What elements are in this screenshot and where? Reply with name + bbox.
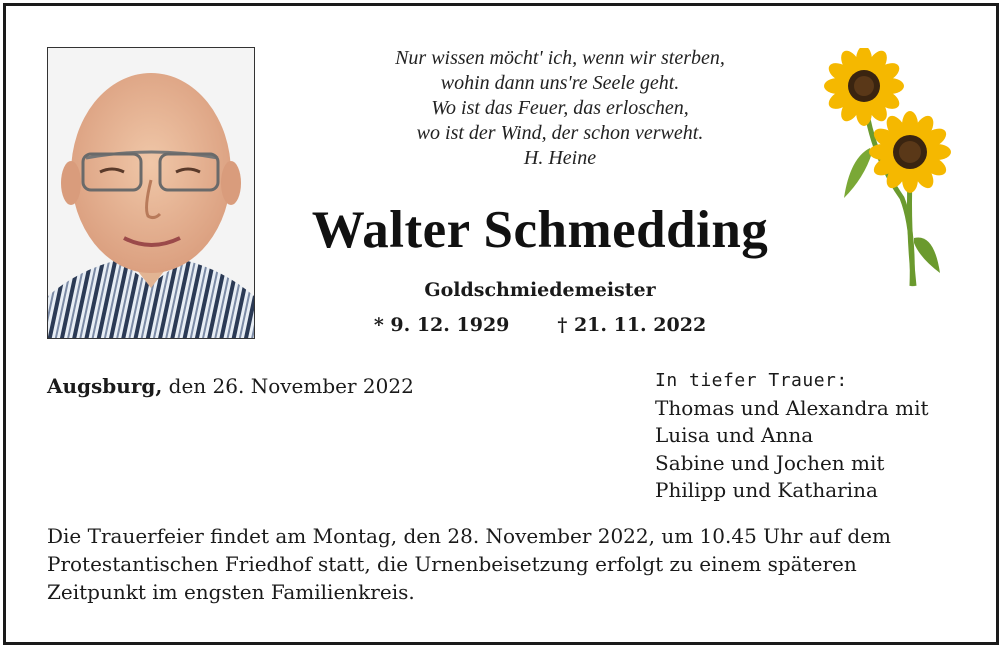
mourners-heading: In tiefer Trauer: <box>655 370 848 391</box>
sunflower-icon <box>822 48 954 290</box>
poem-author: H. Heine <box>523 147 597 169</box>
poem-line: Wo ist das Feuer, das erloschen, <box>431 97 689 119</box>
mourner-line: Sabine und Jochen mit <box>655 450 885 475</box>
ceremony-line: Protestantischen Friedhof statt, die Urnenbeisetzung erfolgt zu einem späteren <box>47 552 857 576</box>
deceased-title: Goldschmiedemeister <box>424 279 656 301</box>
portrait-photo <box>47 47 255 339</box>
life-dates <box>290 314 790 336</box>
ceremony-line: Zeitpunkt im engsten Familienkreis. <box>47 580 415 604</box>
notice-date: den 26. November 2022 <box>168 374 414 398</box>
mourner-line: Luisa und Anna <box>655 423 814 447</box>
mourner-line: Philipp und Katharina <box>655 478 878 502</box>
death-date: † 21. 11. 2022 <box>557 314 707 336</box>
deceased-name: Walter Schmedding <box>311 201 769 259</box>
place-date <box>47 374 414 398</box>
ceremony-line: Die Trauerfeier findet am Montag, den 28. November 2022, um 10.45 Uhr auf dem <box>47 524 891 548</box>
mourners-block <box>655 367 929 505</box>
poem-line: Nur wissen möcht' ich, wenn wir sterben, <box>395 47 725 69</box>
place-city: Augsburg, <box>47 374 163 398</box>
ceremony-notice <box>47 522 967 606</box>
poem-line: wohin dann uns're Seele geht. <box>440 72 680 94</box>
mourner-line: Thomas und Alexandra mit <box>655 395 929 420</box>
poem-quote <box>330 46 790 171</box>
birth-date: * 9. 12. 1929 <box>373 314 510 336</box>
poem-line: wo ist der Wind, der schon verweht. <box>416 122 704 144</box>
